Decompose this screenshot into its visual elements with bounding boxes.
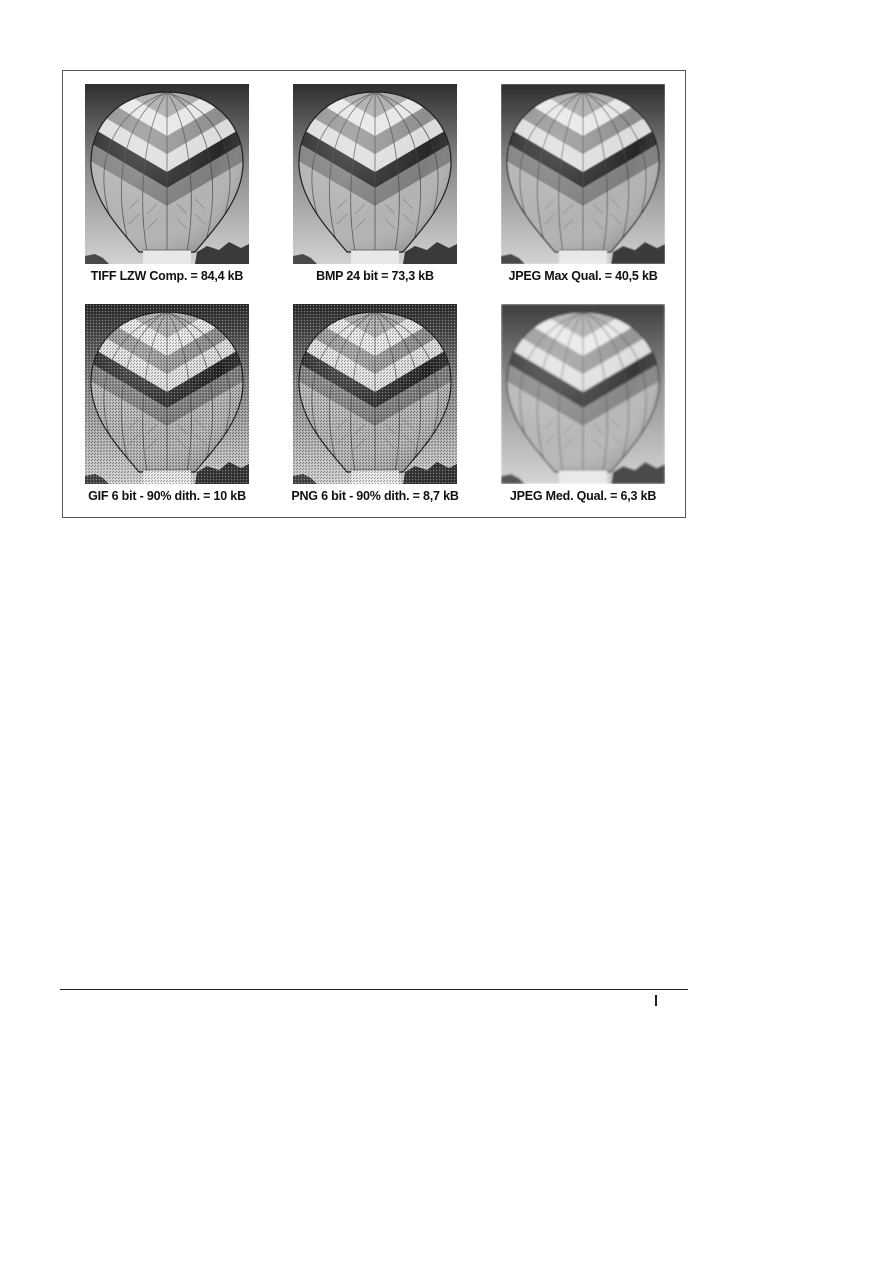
balloon-image	[293, 304, 457, 484]
panel-caption: JPEG Max Qual. = 40,5 kB	[508, 269, 658, 283]
panel-caption: BMP 24 bit = 73,3 kB	[316, 269, 434, 283]
panel-caption: TIFF LZW Comp. = 84,4 kB	[90, 269, 244, 283]
panel-jpeg-med	[501, 304, 665, 503]
panel-jpeg-max	[501, 84, 665, 283]
panel-caption: PNG 6 bit - 90% dith. = 8,7 kB	[291, 489, 459, 503]
footer-page-marker	[655, 995, 657, 1006]
panel-caption: GIF 6 bit - 90% dith. = 10 kB	[88, 489, 246, 503]
balloon-image	[501, 84, 665, 264]
figure-frame	[62, 70, 686, 518]
balloon-image	[85, 84, 249, 264]
panel-caption: JPEG Med. Qual. = 6,3 kB	[509, 489, 657, 503]
balloon-image	[293, 84, 457, 264]
panel-tiff	[85, 84, 249, 283]
panel-png	[291, 304, 459, 503]
balloon-image	[501, 304, 665, 484]
panel-bmp	[293, 84, 457, 283]
balloon-image	[85, 304, 249, 484]
panel-gif	[85, 304, 249, 503]
footer-rule	[60, 989, 688, 990]
